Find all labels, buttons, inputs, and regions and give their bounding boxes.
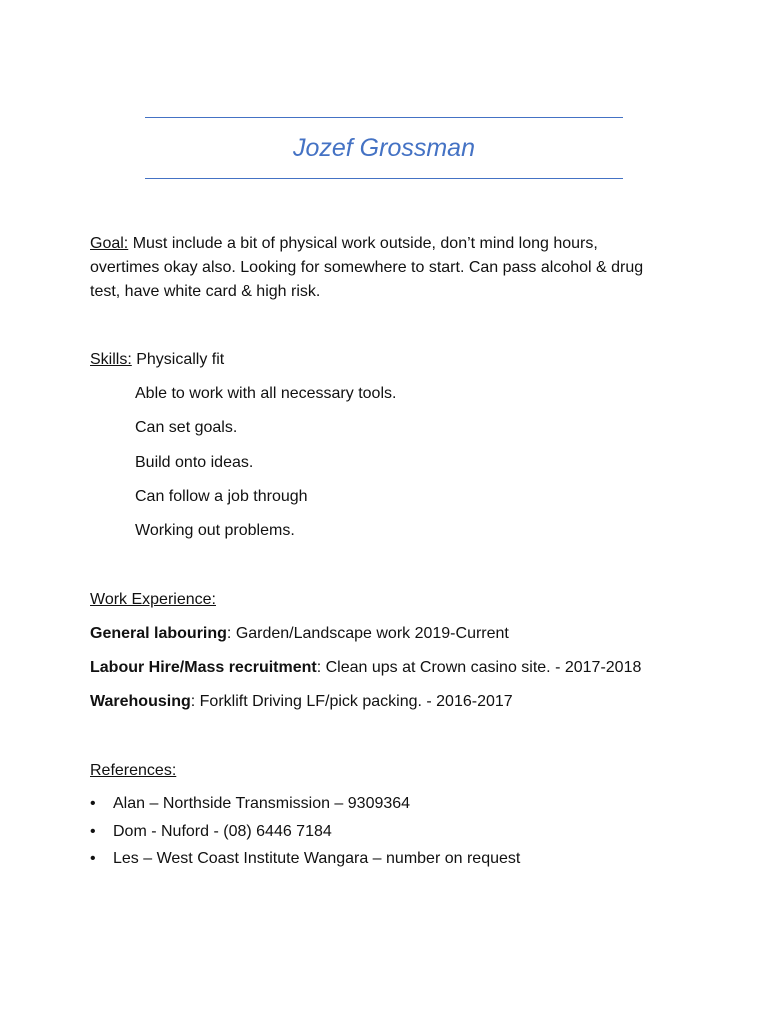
work-item-title: General labouring	[90, 625, 227, 642]
work-item	[90, 656, 641, 680]
work-experience-section	[90, 588, 670, 612]
work-item-detail: : Forklift Driving LF/pick packing. - 2016-2017	[190, 693, 513, 710]
bullet-icon: •	[90, 795, 96, 812]
references-label: References:	[90, 762, 177, 779]
reference-item	[90, 820, 520, 848]
work-item-detail: : Clean ups at Crown casino site. - 2017-2018	[316, 659, 642, 676]
skills-first: Physically fit	[131, 351, 225, 368]
reference-text: Alan – Northside Transmission – 9309364	[113, 795, 411, 812]
goal-section	[90, 232, 660, 304]
skill-item: Able to work with all necessary tools.	[135, 385, 397, 402]
work-item	[90, 622, 509, 646]
work-label: Work Experience:	[90, 591, 216, 608]
work-item	[90, 690, 513, 714]
skills-label: Skills:	[90, 351, 132, 368]
references-section	[90, 759, 670, 783]
references-list	[90, 792, 520, 875]
work-item-detail: : Garden/Landscape work 2019-Current	[226, 625, 509, 642]
reference-item	[90, 792, 520, 820]
work-item-title: Labour Hire/Mass recruitment	[90, 659, 317, 676]
skill-item: Build onto ideas.	[135, 454, 254, 471]
skill-item: Can follow a job through	[135, 488, 308, 505]
bullet-icon: •	[90, 822, 96, 840]
skill-item: Can set goals.	[135, 419, 238, 436]
skills-section	[90, 348, 670, 372]
reference-text: Les – West Coast Institute Wangara – number on request	[113, 850, 521, 867]
goal-label: Goal:	[90, 235, 129, 252]
bullet-icon: •	[90, 850, 96, 867]
header-bottom-rule	[145, 178, 623, 179]
work-item-title: Warehousing	[90, 693, 191, 710]
skill-item: Working out problems.	[135, 522, 295, 539]
goal-text: Must include a bit of physical work outside, don’t mind long hours, overtimes okay also. Looking for somewhere to start. Can pass alcohol & drug test, have white card & high risk.	[90, 235, 644, 300]
candidate-name: Jozef Grossman	[292, 134, 475, 162]
header-top-rule	[145, 117, 623, 118]
reference-item	[90, 847, 520, 875]
reference-text: Dom - Nuford - (08) 6446 7184	[113, 822, 332, 840]
